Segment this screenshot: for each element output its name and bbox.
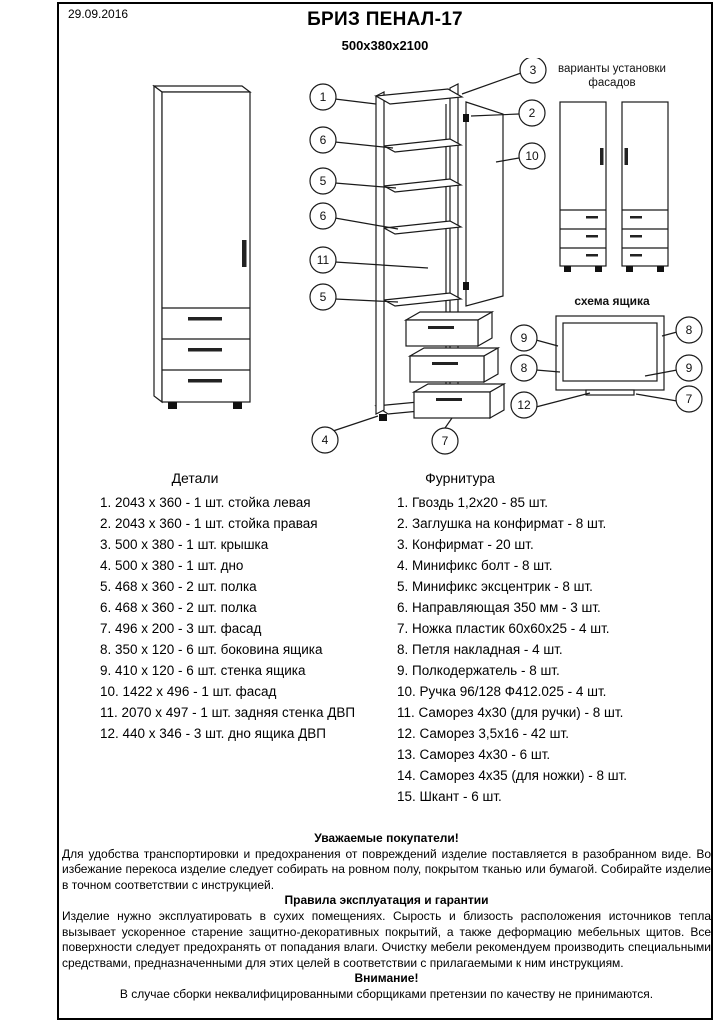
parts-list-title: Детали <box>171 470 219 486</box>
rules-title: Правила эксплуатация и гарантии <box>284 893 489 908</box>
svg-text:8: 8 <box>520 361 528 376</box>
callout-drawer-wall-left <box>511 355 560 381</box>
list-item: 3. Конфирмат - 20 шт. <box>397 537 534 552</box>
svg-text:варианты установки: варианты установки <box>558 63 666 75</box>
exploded-view-drawing <box>376 84 504 421</box>
list-item: 1. 2043 х 360 - 1 шт. стойка левая <box>100 495 311 510</box>
product-dimensions: 500х380х2100 <box>341 38 429 53</box>
svg-text:11: 11 <box>316 253 330 268</box>
cabinet-foot <box>626 266 633 272</box>
svg-text:схема ящика: схема ящика <box>574 294 650 308</box>
cabinet-foot <box>379 414 387 421</box>
door-handle <box>242 240 247 267</box>
callout-left-stand <box>310 84 376 110</box>
list-item: 14. Саморез 4х35 (для ножки) - 8 шт. <box>397 768 628 783</box>
svg-text:10: 10 <box>525 149 539 164</box>
svg-text:фасадов: фасадов <box>588 77 636 89</box>
cabinet-top-face <box>154 86 250 92</box>
variant-cabinet-right <box>622 102 668 272</box>
svg-text:7: 7 <box>685 392 693 407</box>
customers-title: Уважаемые покупатели! <box>314 831 459 845</box>
variant-cabinet-left <box>560 102 606 272</box>
left-stand <box>376 92 384 414</box>
list-item: 10. 1422 х 496 - 1 шт. фасад <box>100 684 277 699</box>
list-item: 4. 500 х 380 - 1 шт. дно <box>100 558 244 573</box>
rules-text: Изделие нужно эксплуатировать в сухих помещениях. Сырость и близость расположения источников тепла вызывает ускоренное старение защитно-декоративных покрытий, а также деформацию мебельных щитов. Все поверхности следует предохранять от попадания влаги. Очистку мебели рекомендуем производить специальными средствами, предназначенными для этих целей в соответствии с прилагаемыми к ним инструкциям. <box>62 908 711 970</box>
cabinet-front-face <box>162 92 250 402</box>
exploded-drawer-box <box>410 348 498 382</box>
svg-text:3: 3 <box>529 63 537 78</box>
list-item: 7. 496 х 200 - 3 шт. фасад <box>100 621 262 636</box>
list-item: 7. Ножка пластик 60х60х25 - 4 шт. <box>397 621 610 636</box>
door-handle <box>625 148 629 165</box>
svg-text:5: 5 <box>319 290 327 305</box>
list-item: 13. Саморез 4х30 - 6 шт. <box>397 747 551 762</box>
callout-drawer-side-right <box>662 317 702 343</box>
door-facade <box>466 102 503 306</box>
list-item: 11. 2070 х 497 - 1 шт. задняя стенка ДВП <box>100 705 356 720</box>
list-item: 9. Полкодержатель - 8 шт. <box>397 663 560 678</box>
svg-text:5: 5 <box>319 174 327 189</box>
callout-drawer-bottom <box>511 392 590 418</box>
assembled-cabinet-drawing <box>154 86 250 409</box>
attention-title: Внимание! <box>354 971 419 986</box>
list-item: 8. Петля накладная - 4 шт. <box>397 642 563 657</box>
callout-shelf-4 <box>310 284 398 310</box>
list-item: 12. Саморез 3,5х16 - 42 шт. <box>397 726 569 741</box>
document-date: 29.09.2016 <box>68 7 129 21</box>
footer-notes <box>62 831 711 1003</box>
callout-top-panel <box>462 58 546 94</box>
attention-text: В случае сборки неквалифицированными сборщиками претензии по качеству не принимаются. <box>119 986 654 1001</box>
svg-text:9: 9 <box>685 361 693 376</box>
assembly-diagram <box>0 58 718 466</box>
drawer-schema-drawing <box>511 294 702 418</box>
callout-back-panel <box>310 247 428 273</box>
list-item: 3. 500 х 380 - 1 шт. крышка <box>100 537 269 552</box>
list-item: 8. 350 х 120 - 6 шт. боковина ящика <box>100 642 323 657</box>
callout-shelf-3 <box>310 203 398 229</box>
callout-drawer-facade <box>432 418 458 454</box>
hardware-list-title: Фурнитура <box>425 470 495 486</box>
list-item: 2. 2043 х 360 - 1 шт. стойка правая <box>100 516 318 531</box>
svg-text:6: 6 <box>319 133 327 148</box>
list-item: 12. 440 х 346 - 3 шт. дно ящика ДВП <box>100 726 326 741</box>
exploded-drawer-box <box>406 312 492 346</box>
customers-text: Для удобства транспортировки и предохранения от повреждений изделие поставляется в разобранном виде. Во избежание перекоса изделие следует собирать на ровном полу, покрытом тканью или бумагой. Собирайте изделие в точном соответствии с инструкцией. <box>62 846 711 892</box>
hinge <box>463 282 469 290</box>
callout-bottom-panel <box>312 416 378 453</box>
exploded-drawer-box <box>414 384 504 418</box>
page-title: БРИЗ ПЕНАЛ-17 <box>307 9 463 30</box>
drawer-facade-edge <box>586 390 634 395</box>
top-panel <box>376 89 462 104</box>
list-item: 2. Заглушка на конфирмат - 8 шт. <box>397 516 607 531</box>
list-item: 6. Направляющая 350 мм - 3 шт. <box>397 600 601 615</box>
callout-drawer-side-left <box>511 325 558 351</box>
cabinet-side-face <box>154 86 162 402</box>
hinge <box>463 114 469 122</box>
hardware-list <box>397 492 627 807</box>
svg-text:7: 7 <box>441 434 449 449</box>
svg-text:4: 4 <box>321 433 329 448</box>
drawer-handle <box>188 317 222 321</box>
list-item: 5. Минификс эксцентрик - 8 шт. <box>397 579 593 594</box>
drawer-inner <box>563 323 657 381</box>
cabinet-foot <box>233 402 242 409</box>
cabinet-foot <box>564 266 571 272</box>
drawer-handle <box>188 379 222 383</box>
list-item: 1. Гвоздь 1,2х20 - 85 шт. <box>397 495 549 510</box>
cabinet-foot <box>657 266 664 272</box>
list-item: 15. Шкант - 6 шт. <box>397 789 502 804</box>
parts-list <box>100 492 355 744</box>
list-item: 4. Минификс болт - 8 шт. <box>397 558 553 573</box>
svg-text:6: 6 <box>319 209 327 224</box>
list-item: 10. Ручка 96/128 Ф412.025 - 4 шт. <box>397 684 607 699</box>
facade-variants-drawing <box>558 63 668 272</box>
cabinet-foot <box>168 402 177 409</box>
list-item: 9. 410 х 120 - 6 шт. стенка ящика <box>100 663 306 678</box>
list-item: 5. 468 х 360 - 2 шт. полка <box>100 579 257 594</box>
list-item: 11. Саморез 4х30 (для ручки) - 8 шт. <box>397 705 624 720</box>
svg-text:8: 8 <box>685 323 693 338</box>
drawer-handle <box>188 348 222 352</box>
svg-text:2: 2 <box>528 106 536 121</box>
svg-text:1: 1 <box>319 90 327 105</box>
list-item: 6. 468 х 360 - 2 шт. полка <box>100 600 257 615</box>
cabinet-foot <box>595 266 602 272</box>
svg-text:12: 12 <box>517 398 531 413</box>
door-handle <box>600 148 604 165</box>
svg-text:9: 9 <box>520 331 528 346</box>
